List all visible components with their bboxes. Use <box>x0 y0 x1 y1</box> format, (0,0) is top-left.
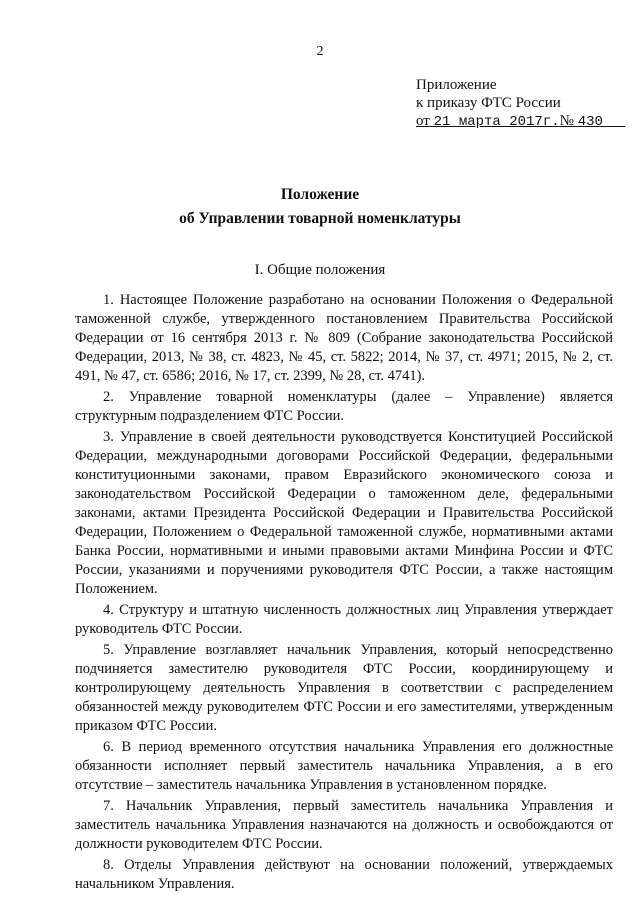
paragraph-8: 8. Отделы Управления действуют на основании положений, утверждаемых начальником Управления. <box>75 857 613 892</box>
appendix-line-2: к приказу ФТС России <box>416 95 561 111</box>
order-date: 21 марта 2017г. <box>433 114 560 130</box>
paragraph-5: 5. Управление возглавляет начальник Управления, который непосредственно подчиняется заместителю руководителя ФТС России, координирующему и контролирующему деятельность Управления в соответствии с распределением обязанностей между руководителем ФТС России и его заместителями, утвержденным приказом ФТС России. <box>75 642 613 734</box>
paragraph-1: 1. Настоящее Положение разработано на основании Положения о Федеральной таможенной службе, утвержденного постановлением Правительства Российской Федерации от 16 сентября 2013 г. № 809 (Собрание законодательства Российской Федерации, 2013, № 38, ст. 4823, № 45, ст. 5822; 2014, № 37, ст. 4971; 2015, № 2, ст. 491, № 47, ст. 6586; 2016, № 17, ст. 2399, № 28, ст. 4741). <box>75 292 613 384</box>
paragraph-7: 7. Начальник Управления, первый заместитель начальника Управления и заместитель начальника Управления назначаются на должность и освобождаются от должности руководителем ФТС России. <box>75 798 613 852</box>
appendix-line-1: Приложение <box>416 77 497 93</box>
page-number: 2 <box>316 44 324 59</box>
appendix-block <box>416 76 625 131</box>
appendix-line-3 <box>416 112 625 131</box>
title-line-1: Положение <box>280 186 360 203</box>
appendix-prefix: от <box>416 113 430 129</box>
order-number: 430 <box>577 114 603 130</box>
body-text <box>75 291 613 896</box>
number-sign: № <box>559 113 574 129</box>
document-title <box>0 183 640 231</box>
paragraph-2: 2. Управление товарной номенклатуры (далее – Управление) является структурным подразделением ФТС России. <box>75 389 613 424</box>
paragraph-6: 6. В период временного отсутствия начальника Управления его должностные обязанности исполняет первый заместитель начальника Управления, а в его отсутствие – заместитель начальника Управления в установленном порядке. <box>75 739 613 793</box>
paragraph-4: 4. Структуру и штатную численность должностных лиц Управления утверждает руководитель ФТС России. <box>75 602 613 637</box>
paragraph-3: 3. Управление в своей деятельности руководствуется Конституцией Российской Федерации, международными договорами Российской Федерации, федеральными конституционными законами, правом Евразийского экономического союза и законодательством Российской Федерации о таможенном деле, федеральными законами, актами Президента Российской Федерации и Правительства Российской Федерации, Положением о Федеральной таможенной службе, нормативными актами Банка России, нормативными и иными правовыми актами Минфина России и ФТС России, указаниями и поручениями руководителя ФТС России, а также настоящим Положением. <box>75 429 613 597</box>
title-line-2: об Управлении товарной номенклатуры <box>179 210 461 227</box>
section-heading: I. Общие положения <box>254 262 386 278</box>
